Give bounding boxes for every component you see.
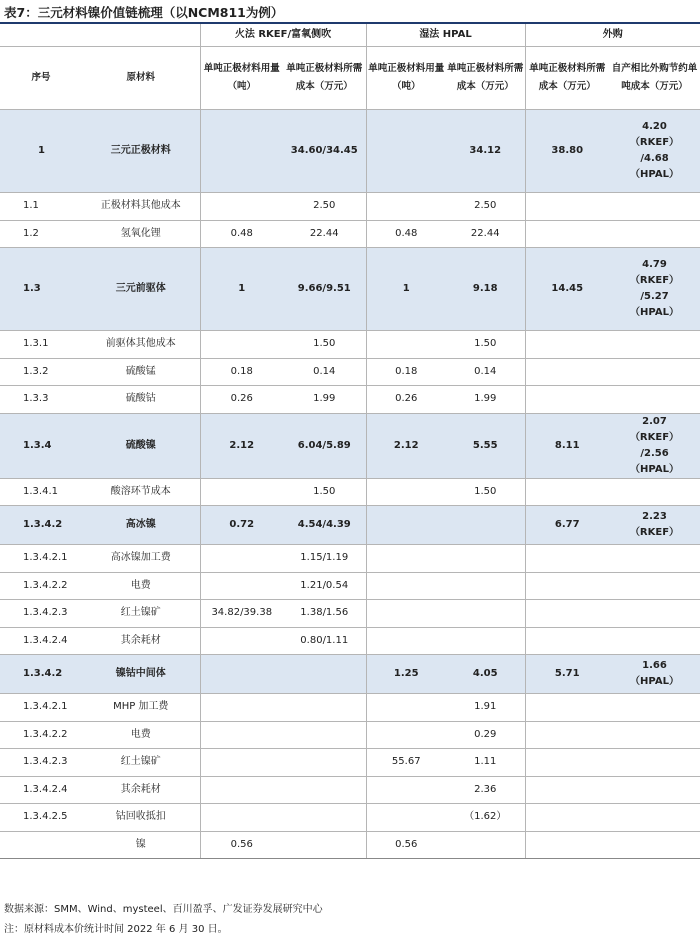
saving-cell <box>609 386 700 414</box>
cost-purchase-cell: 38.80 <box>525 110 609 193</box>
usage-hpal-cell: 0.18 <box>366 358 446 386</box>
table-note: 注：原材料成本价统计时间 2022 年 6 月 30 日。 <box>4 924 228 935</box>
saving-line: /2.56 <box>640 447 669 459</box>
usage-rkef-cell <box>200 478 283 506</box>
saving-cell <box>609 413 700 478</box>
seq-cell: 1.3.4.2.2 <box>0 721 82 749</box>
material-cell: 硫酸镍 <box>82 413 200 478</box>
header-row-groups <box>0 24 700 47</box>
table-row <box>0 749 700 777</box>
seq-cell: 1.3.4.2.4 <box>0 776 82 804</box>
saving-cell <box>609 331 700 359</box>
usage-rkef-cell: 2.12 <box>200 413 283 478</box>
saving-line: 2.23 <box>642 511 667 522</box>
cost-rkef-cell: 2.50 <box>283 193 366 221</box>
usage-hpal-cell <box>366 478 446 506</box>
saving-cell <box>609 831 700 859</box>
saving-line: 2.07 <box>642 415 667 427</box>
material-cell: 正极材料其他成本 <box>82 193 200 221</box>
cost-rkef-cell: 34.60/34.45 <box>283 110 366 193</box>
usage-hpal-cell: 2.12 <box>366 413 446 478</box>
cost-hpal-cell: 0.14 <box>446 358 525 386</box>
header-blank-material <box>82 24 200 47</box>
saving-line: （HPAL） <box>630 463 679 475</box>
header-row-columns <box>0 47 700 110</box>
material-cell: 电费 <box>82 572 200 600</box>
table-row <box>0 478 700 506</box>
cost-hpal-cell: 2.50 <box>446 193 525 221</box>
cost-purchase-cell <box>525 572 609 600</box>
cost-rkef-cell <box>283 776 366 804</box>
saving-cell <box>609 655 700 694</box>
usage-hpal-cell <box>366 776 446 804</box>
cost-hpal-cell <box>446 572 525 600</box>
header-cost-purchase: 单吨正极材料所需成本（万元） <box>525 47 609 110</box>
seq-cell: 1.3.4.2 <box>0 506 82 545</box>
usage-rkef-cell <box>200 193 283 221</box>
header-cost-rkef: 单吨正极材料所需成本（万元） <box>283 47 366 110</box>
cost-purchase-cell <box>525 220 609 248</box>
material-cell: 硫酸钴 <box>82 386 200 414</box>
saving-line: 1.66 <box>642 660 667 671</box>
cost-purchase-cell <box>525 776 609 804</box>
cost-rkef-cell <box>283 749 366 777</box>
usage-hpal-cell <box>366 506 446 545</box>
header-group-hpal: 湿法 HPAL <box>366 24 525 47</box>
saving-cell <box>609 804 700 832</box>
usage-hpal-cell <box>366 331 446 359</box>
usage-hpal-cell <box>366 110 446 193</box>
material-cell: 前驱体其他成本 <box>82 331 200 359</box>
usage-hpal-cell <box>366 694 446 722</box>
usage-rkef-cell <box>200 545 283 573</box>
cost-hpal-cell: 1.50 <box>446 331 525 359</box>
cost-rkef-cell: 9.66/9.51 <box>283 248 366 331</box>
cost-purchase-cell: 6.77 <box>525 506 609 545</box>
cost-rkef-cell: 22.44 <box>283 220 366 248</box>
header-seq: 序号 <box>0 47 82 110</box>
table-row <box>0 220 700 248</box>
cost-rkef-cell: 0.14 <box>283 358 366 386</box>
cost-rkef-cell: 1.38/1.56 <box>283 600 366 628</box>
usage-rkef-cell: 34.82/39.38 <box>200 600 283 628</box>
cost-rkef-cell: 1.15/1.19 <box>283 545 366 573</box>
table-row <box>0 413 700 478</box>
material-cell: 高冰镍 <box>82 506 200 545</box>
header-cost-hpal: 单吨正极材料所需成本（万元） <box>446 47 525 110</box>
seq-cell: 1.3.4 <box>0 413 82 478</box>
usage-hpal-cell <box>366 193 446 221</box>
saving-line: /4.68 <box>640 153 669 164</box>
material-cell: 电费 <box>82 721 200 749</box>
header-group-purchase: 外购 <box>525 24 700 47</box>
cost-purchase-cell <box>525 627 609 655</box>
saving-line: （HPAL） <box>630 169 679 180</box>
cost-hpal-cell: 1.11 <box>446 749 525 777</box>
material-cell: 红土镍矿 <box>82 749 200 777</box>
material-cell: 氢氧化锂 <box>82 220 200 248</box>
material-cell: 其余耗材 <box>82 627 200 655</box>
table-row <box>0 655 700 694</box>
usage-hpal-cell <box>366 600 446 628</box>
table-row <box>0 600 700 628</box>
cost-rkef-cell: 1.21/0.54 <box>283 572 366 600</box>
material-cell: MHP 加工费 <box>82 694 200 722</box>
seq-cell: 1.3.4.2.1 <box>0 694 82 722</box>
cost-rkef-cell <box>283 831 366 859</box>
cost-hpal-cell: 22.44 <box>446 220 525 248</box>
seq-cell: 1.3.4.2 <box>0 655 82 694</box>
cost-purchase-cell <box>525 358 609 386</box>
saving-cell <box>609 478 700 506</box>
usage-rkef-cell: 0.72 <box>200 506 283 545</box>
header-saving: 自产相比外购节约单吨成本（万元） <box>609 47 700 110</box>
usage-rkef-cell <box>200 331 283 359</box>
table-row <box>0 694 700 722</box>
seq-cell: 1.3.4.2.3 <box>0 749 82 777</box>
saving-cell <box>609 600 700 628</box>
material-cell: 硫酸锰 <box>82 358 200 386</box>
material-cell: 镍钴中间体 <box>82 655 200 694</box>
usage-rkef-cell <box>200 804 283 832</box>
table-row <box>0 386 700 414</box>
seq-cell: 1.3.4.2.4 <box>0 627 82 655</box>
saving-cell <box>609 358 700 386</box>
saving-cell <box>609 721 700 749</box>
cost-rkef-cell: 6.04/5.89 <box>283 413 366 478</box>
cost-rkef-cell <box>283 694 366 722</box>
cost-hpal-cell <box>446 545 525 573</box>
usage-rkef-cell <box>200 694 283 722</box>
material-cell: 酸溶环节成本 <box>82 478 200 506</box>
saving-cell <box>609 776 700 804</box>
material-cell: 三元正极材料 <box>82 110 200 193</box>
saving-cell <box>609 545 700 573</box>
table-row <box>0 110 700 193</box>
cost-hpal-cell: 1.91 <box>446 694 525 722</box>
usage-hpal-cell <box>366 804 446 832</box>
cost-hpal-cell: 5.55 <box>446 413 525 478</box>
cost-hpal-cell: 9.18 <box>446 248 525 331</box>
seq-cell: 1.3.1 <box>0 331 82 359</box>
cost-purchase-cell <box>525 545 609 573</box>
cost-hpal-cell: 1.50 <box>446 478 525 506</box>
cost-purchase-cell <box>525 193 609 221</box>
cost-rkef-cell <box>283 804 366 832</box>
cost-hpal-cell: 1.99 <box>446 386 525 414</box>
seq-cell: 1.3.4.2.2 <box>0 572 82 600</box>
usage-rkef-cell: 1 <box>200 248 283 331</box>
saving-line: （RKEF） <box>629 137 680 148</box>
table-row <box>0 831 700 859</box>
cost-hpal-cell <box>446 600 525 628</box>
usage-hpal-cell: 1.25 <box>366 655 446 694</box>
table-row <box>0 776 700 804</box>
material-cell: 钴回收抵扣 <box>82 804 200 832</box>
usage-rkef-cell <box>200 627 283 655</box>
cost-purchase-cell: 5.71 <box>525 655 609 694</box>
cost-hpal-cell <box>446 506 525 545</box>
table-row <box>0 331 700 359</box>
cost-purchase-cell <box>525 804 609 832</box>
saving-cell <box>609 506 700 545</box>
cost-purchase-cell <box>525 694 609 722</box>
seq-cell <box>0 831 82 859</box>
table-row <box>0 572 700 600</box>
saving-line: （RKEF） <box>629 431 680 443</box>
table-row <box>0 804 700 832</box>
seq-cell: 1 <box>0 110 82 193</box>
cost-purchase-cell <box>525 721 609 749</box>
header-usage-rkef: 单吨正极材料用量（吨） <box>200 47 283 110</box>
saving-line: 4.20 <box>642 121 667 132</box>
cost-hpal-cell: （1.62） <box>446 804 525 832</box>
saving-line: （RKEF） <box>629 275 680 286</box>
saving-line: （RKEF） <box>629 527 680 538</box>
header-usage-hpal: 单吨正极材料用量（吨） <box>366 47 446 110</box>
usage-rkef-cell: 0.18 <box>200 358 283 386</box>
cost-hpal-cell <box>446 831 525 859</box>
usage-hpal-cell: 1 <box>366 248 446 331</box>
cost-hpal-cell: 0.29 <box>446 721 525 749</box>
cost-purchase-cell: 8.11 <box>525 413 609 478</box>
usage-hpal-cell: 0.26 <box>366 386 446 414</box>
saving-cell <box>609 694 700 722</box>
cost-purchase-cell <box>525 600 609 628</box>
usage-rkef-cell: 0.48 <box>200 220 283 248</box>
usage-hpal-cell <box>366 627 446 655</box>
cost-purchase-cell <box>525 831 609 859</box>
seq-cell: 1.3.3 <box>0 386 82 414</box>
cost-hpal-cell: 34.12 <box>446 110 525 193</box>
saving-cell <box>609 572 700 600</box>
usage-hpal-cell <box>366 721 446 749</box>
material-cell: 高冰镍加工费 <box>82 545 200 573</box>
cost-rkef-cell: 0.80/1.11 <box>283 627 366 655</box>
cost-rkef-cell: 1.50 <box>283 478 366 506</box>
cost-purchase-cell <box>525 331 609 359</box>
seq-cell: 1.3.4.2.3 <box>0 600 82 628</box>
usage-rkef-cell <box>200 655 283 694</box>
seq-cell: 1.3 <box>0 248 82 331</box>
usage-hpal-cell <box>366 545 446 573</box>
seq-cell: 1.2 <box>0 220 82 248</box>
material-cell: 三元前驱体 <box>82 248 200 331</box>
table-row <box>0 545 700 573</box>
seq-cell: 1.1 <box>0 193 82 221</box>
cost-hpal-cell <box>446 627 525 655</box>
seq-cell: 1.3.4.2.5 <box>0 804 82 832</box>
usage-hpal-cell: 0.56 <box>366 831 446 859</box>
saving-cell <box>609 627 700 655</box>
saving-line: （HPAL） <box>630 676 679 687</box>
header-blank-seq <box>0 24 82 47</box>
header-group-rkef: 火法 RKEF/富氧侧吹 <box>200 24 366 47</box>
cost-rkef-cell <box>283 655 366 694</box>
usage-rkef-cell <box>200 776 283 804</box>
usage-hpal-cell: 0.48 <box>366 220 446 248</box>
usage-rkef-cell <box>200 721 283 749</box>
table-row <box>0 506 700 545</box>
saving-cell <box>609 220 700 248</box>
seq-cell: 1.3.4.2.1 <box>0 545 82 573</box>
header-material: 原材料 <box>82 47 200 110</box>
usage-rkef-cell <box>200 572 283 600</box>
saving-line: /5.27 <box>640 291 669 302</box>
material-cell: 其余耗材 <box>82 776 200 804</box>
usage-rkef-cell <box>200 110 283 193</box>
cost-rkef-cell <box>283 721 366 749</box>
cost-hpal-cell: 4.05 <box>446 655 525 694</box>
seq-cell: 1.3.4.1 <box>0 478 82 506</box>
table-row <box>0 358 700 386</box>
seq-cell: 1.3.2 <box>0 358 82 386</box>
usage-rkef-cell: 0.56 <box>200 831 283 859</box>
table-title: 表7：三元材料镍价值链梳理（以NCM811为例） <box>4 5 284 20</box>
cost-rkef-cell: 1.50 <box>283 331 366 359</box>
saving-line: （HPAL） <box>630 307 679 318</box>
material-cell: 镍 <box>82 831 200 859</box>
nickel-value-chain-table <box>0 24 700 859</box>
saving-cell <box>609 110 700 193</box>
material-cell: 红土镍矿 <box>82 600 200 628</box>
cost-hpal-cell: 2.36 <box>446 776 525 804</box>
saving-cell <box>609 193 700 221</box>
usage-rkef-cell: 0.26 <box>200 386 283 414</box>
cost-rkef-cell: 1.99 <box>283 386 366 414</box>
saving-line: 4.79 <box>642 259 667 270</box>
saving-cell <box>609 749 700 777</box>
cost-purchase-cell <box>525 386 609 414</box>
cost-purchase-cell <box>525 749 609 777</box>
table-row <box>0 721 700 749</box>
usage-rkef-cell <box>200 749 283 777</box>
cost-purchase-cell <box>525 478 609 506</box>
usage-hpal-cell <box>366 572 446 600</box>
table-row <box>0 248 700 331</box>
usage-hpal-cell: 55.67 <box>366 749 446 777</box>
table-row <box>0 627 700 655</box>
saving-cell <box>609 248 700 331</box>
cost-purchase-cell: 14.45 <box>525 248 609 331</box>
table-row <box>0 193 700 221</box>
data-source: 数据来源：SMM、Wind、mysteel、百川盈孚、广发证券发展研究中心 <box>4 904 323 915</box>
cost-rkef-cell: 4.54/4.39 <box>283 506 366 545</box>
